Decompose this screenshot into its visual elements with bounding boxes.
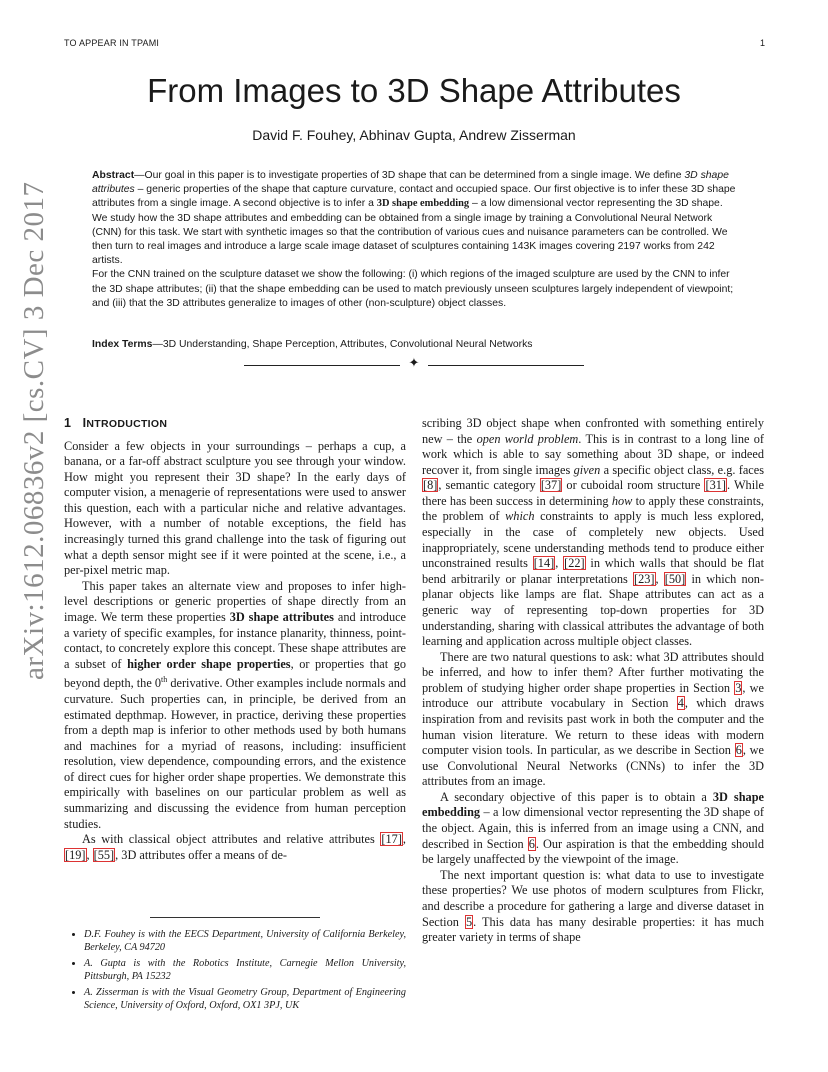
body-text: . While there has been success in determining (422, 478, 764, 508)
body-text: a specific object class, e.g. faces (600, 462, 765, 477)
section-link[interactable]: 4 (677, 696, 684, 711)
abstract-paragraph-1 (92, 169, 738, 212)
right-column (422, 416, 764, 946)
section-link[interactable]: 6 (528, 836, 535, 851)
citation-link[interactable]: [23] (634, 571, 655, 586)
section-link[interactable]: 5 (465, 914, 473, 929)
body-text: , we use Convolutional Neural Networks (CNNs) to infer the 3D attributes from an image. (422, 743, 764, 789)
citation-link[interactable]: [31] (705, 478, 726, 493)
body-paragraph (422, 650, 764, 790)
section-link[interactable]: 6 (735, 743, 742, 758)
footnote-item: • D.F. Fouhey is with the EECS Department, University of California Berkeley, Berkeley, CA 94720 (84, 928, 406, 954)
body-text: , or properties that go beyond depth, the 0 (64, 656, 406, 691)
abstract-paragraph-2: We study how the 3D shape attributes and embedding can be obtained from a single image by training a Convolutional Neural Network (CNN) for this task. We start with synthetic images so that the contribution of various cues and nuisance parameters can be controlled. We then turn to real images and introduce a large scale image dataset of sculptures containing 143K images covering 2197 works from 242 artists. (92, 212, 728, 267)
citation-link[interactable]: [19] (65, 847, 86, 862)
abstract-label: Abstract (92, 170, 135, 181)
section-title-rest: NTRODUCTION (86, 418, 168, 430)
body-text: to apply these constraints, the problem of (422, 493, 764, 524)
body-text: , 3D attributes offer a means of de- (115, 847, 288, 862)
body-text: The next important question is: what data to use to investigate these properties? We use photos of modern sculptures from Flickr, and describe a procedure for gathering a large and diverse dataset in Section (422, 867, 764, 929)
footnotes (64, 928, 406, 1015)
body-paragraph (422, 868, 764, 946)
citation-link[interactable]: [37] (540, 478, 562, 493)
body-paragraph (422, 790, 764, 868)
body-text: in which walls that should be flat bend arbitrarily or planar interpretations (422, 556, 765, 586)
body-text: , which draws inspiration from and revisits past work in both the computer and the human vision literature. We return to these ideas with modern computer vision tools. In particular, as we describe in Section (422, 696, 764, 758)
emphasis: which (505, 509, 535, 524)
body-text: derivative. Other examples include normals and curvature. Such properties can, in principle, be derived from an estimated depthmap. However, in practice, deriving these properties from a depth map is inferior to other methods used by both humans and machines for a myriad of reasons, including: insufficient resolution, view dependence, compounding errors, and the existence of direct cues for higher order shape properties. We demonstrate this empirically with baselines on our particular problem as well as summarizing and discussing the evidence from human perception studies. (64, 676, 406, 831)
paper-title: From Images to 3D Shape Attributes (147, 72, 681, 109)
citation-link[interactable]: [50] (664, 571, 686, 586)
divider-rule-left (244, 365, 400, 366)
emphasis: how (611, 493, 633, 508)
superscript: th (161, 675, 168, 685)
body-text: This paper takes an alternate view and proposes to infer high-level descriptions or generic properties of shape directly from an image. We term these properties (64, 578, 406, 624)
citation-link[interactable]: [17] (381, 832, 402, 847)
citation-link[interactable]: [55] (93, 847, 115, 862)
index-terms-text: —3D Understanding, Shape Perception, Attributes, Convolutional Neural Networks (152, 339, 533, 350)
body-text: and introduce a variety of specific examples, for instance planarity, thinness, point-contact, to concretely explore this concept. These shape attributes are a subset of (64, 609, 407, 671)
abstract (92, 169, 738, 311)
body-text: , semantic category (438, 478, 540, 493)
body-paragraph: scribing 3D object shape when confronted with something entirely new – the open world problem. This is in contrast to a long line of work which is able to say something about 3D shape, or indeed recover it, from single images given a specific object class, e.g. faces [8], semantic category [37] or cuboidal room structure [31]. While there has been success in determining how to apply these constraints, the problem of which constraints to apply is much less explored, especially in the case of completely new objects. Used inappropriately, scene understanding methods tend to produce either unconstrained results [14], [22] in which walls that should be flat bend arbitrarily or planar interpretations [23], [50] in which non-planar objects like lamps are flat. Shape attributes can act as a generic way of representing top-down properties for 3D understanding, sharing with classical attributes the advantage of both learning and application across multiple object classes. (422, 416, 765, 649)
body-text: or cuboidal room structure (562, 478, 705, 493)
abstract-emphasis: 3D shape attributes (92, 170, 729, 196)
body-text: . This data has many desirable properties: it has much greater variety in terms of shape (422, 914, 764, 945)
section-link[interactable]: 3 (735, 680, 742, 695)
bold-term: higher order shape properties (127, 656, 291, 671)
footnote-rule (150, 917, 320, 918)
body-text: . Our aspiration is that the embedding should be largely unaffected by the viewpoint of the image. (422, 836, 764, 867)
page-number: 1 (759, 38, 765, 48)
left-column (64, 416, 406, 863)
body-text: , we introduce our attribute vocabulary in Section (422, 680, 764, 711)
divider-rule-right (428, 365, 584, 366)
abstract-text: – a low dimensional vector representing the 3D shape. (469, 198, 723, 210)
body-text: – a low dimensional vector representing the 3D shape of the object. Again, this is inferred from an image using a CNN, and described in Section (422, 805, 764, 851)
arxiv-stamp: arXiv:1612.06836v2 [cs.CV] 3 Dec 2017 (18, 181, 50, 680)
footnote-item: • A. Gupta is with the Robotics Institute, Carnegie Mellon University, Pittsburgh, PA 15232 (84, 957, 406, 983)
body-text: . This is in contrast to a long line of work which is able to say something about 3D shape, or indeed recover it, from single images (422, 431, 764, 477)
abstract-paragraph-3: For the CNN trained on the sculpture dataset we show the following: (i) which regions of the imaged sculpture are used by the CNN to infer the 3D shape attributes; (ii) that the shape embedding can be used to match previously unseen sculptures largely independent of viewpoint; and (iii) that the 3D attributes generalize to images of other (non-sculpture) object classes. (92, 269, 734, 309)
emphasis: given (573, 462, 601, 477)
bold-term: 3D shape attributes (229, 609, 334, 624)
body-paragraph (64, 579, 406, 832)
section-heading (64, 416, 406, 433)
body-paragraph: Consider a few objects in your surroundings – perhaps a cup, a banana, or a far-off abstract sculpture you see through your window. How might you represent their 3D shape? In the early days of computer vision, a menagerie of representations were used to answer this question, each with a particular niche and relative advantages. However, with a number of notable exceptions, the field has increasingly turned this grand challenge into the task of figuring out what a depth sensor might see if it were pointed at the scene, i.e., a per-pixel metric map. (64, 438, 406, 578)
citation-link[interactable]: [22] (564, 556, 585, 571)
body-text: scribing 3D object shape when confronted with something entirely new – the (422, 416, 764, 446)
body-text: A secondary objective of this paper is to obtain a (440, 789, 713, 804)
bold-term: 3D shape embedding (422, 789, 764, 820)
body-text: There are two natural questions to ask: what 3D attributes should be inferred, and how to infer them? After further motivating the problem of studying higher order shape properties in Section (422, 649, 764, 695)
abstract-text: —Our goal in this paper is to investigate properties of 3D shape that can be determined from a single image. We define (134, 170, 685, 181)
running-head: TO APPEAR IN TPAMI (64, 38, 160, 48)
index-terms (92, 338, 738, 352)
abstract-bold-term: 3D shape embedding (376, 198, 470, 210)
body-text: constraints to apply is much less explored, especially in the case of completely new objects. Used inappropriately, scene understanding methods tend to produce either unconstrained results (422, 509, 764, 571)
section-divider (244, 357, 584, 371)
section-title-initial: I (82, 416, 87, 430)
body-text: As with classical object attributes and relative attributes (82, 832, 381, 847)
emphasis: open world problem (476, 431, 579, 446)
divider-ornament-icon: ✦ (408, 355, 420, 370)
body-paragraph: As with classical object attributes and relative attributes [17], [19], [55], 3D attributes offer a means of de- (65, 832, 406, 862)
body-text: in which non-planar objects like lamps are flat. Shape attributes can act as a generic way of representing top-down properties for 3D understanding, sharing with classical attributes the advantage of both learning and application across multiple object classes. (422, 571, 764, 649)
footnote-item: • A. Zisserman is with the Visual Geometry Group, Department of Engineering Science, University of Oxford, Oxford, OX1 3PJ, UK (84, 986, 406, 1012)
index-terms-label: Index Terms (92, 339, 153, 350)
citation-link[interactable]: [14] (533, 556, 555, 571)
section-number: 1 (64, 416, 72, 430)
author-list: David F. Fouhey, Abhinav Gupta, Andrew Zisserman (252, 127, 576, 143)
citation-link[interactable]: [8] (423, 478, 438, 493)
abstract-text: – generic properties of the shape that capture curvature, contact and occupied space. Our first objective is to infer these 3D shape attributes from a single image. A second objective is to infer a (92, 184, 736, 210)
